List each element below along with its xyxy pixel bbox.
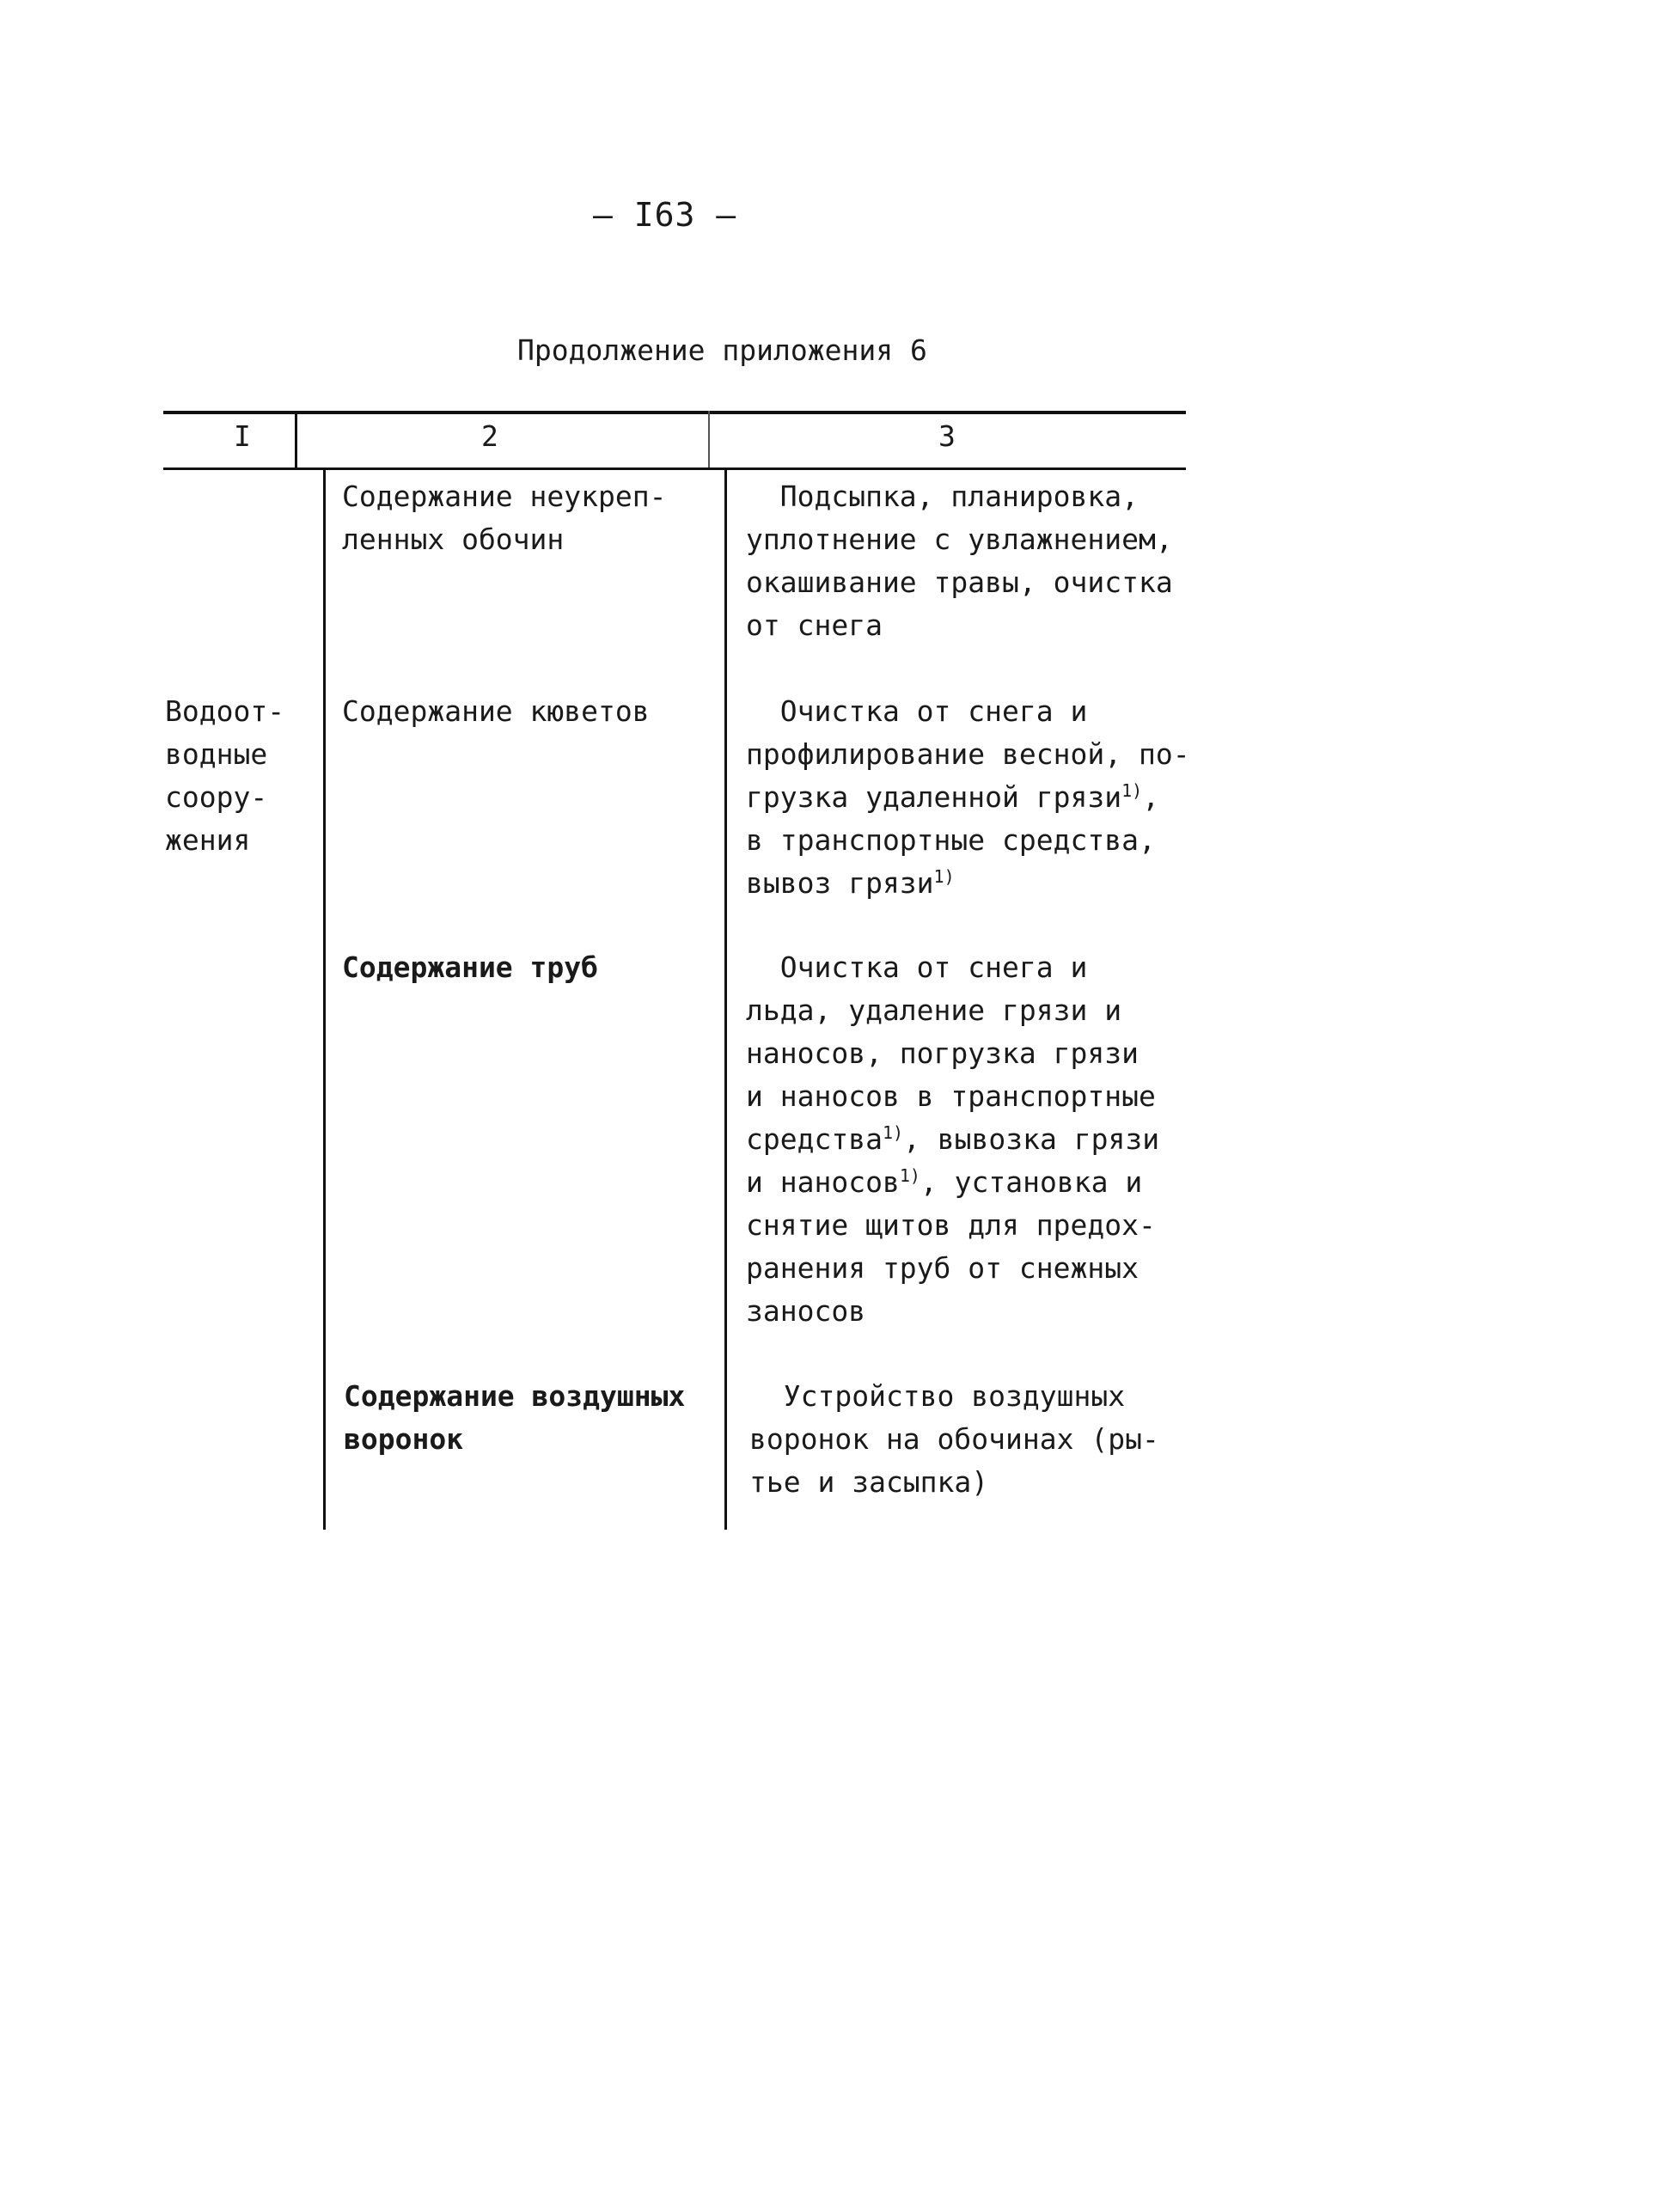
- row3-description-line: ранения труб от снежных: [746, 1251, 1139, 1285]
- row2-description-line: грузка удаленной грязи: [746, 780, 1122, 814]
- row3-description-line: , вывозка грязи: [903, 1122, 1160, 1156]
- table-caption: Продолжение приложения 6: [517, 333, 927, 367]
- group-label-line: соору-: [165, 780, 268, 814]
- row2-description-line: Очистка от снега и: [746, 694, 1088, 728]
- table-header-rule: [163, 467, 1186, 470]
- column-divider-2-body: [724, 470, 727, 1530]
- row1-description: [746, 475, 1173, 647]
- row3-description-line: льда, удаление грязи и: [746, 993, 1122, 1027]
- row2-description-line: в транспортные средства,: [746, 823, 1156, 857]
- row3-description-line: и наносов: [746, 1165, 900, 1199]
- row4-description-line: воронок на обочинах (ры-: [749, 1422, 1159, 1456]
- column-header-1: I: [234, 419, 251, 453]
- row1-item: [342, 475, 667, 561]
- footnote-mark: 1): [899, 1165, 920, 1186]
- row4-item-line: воронок: [344, 1422, 464, 1456]
- footnote-mark: 1): [882, 1122, 904, 1143]
- row3-description: [746, 946, 1159, 1333]
- row1-description-line: окашивание травы, очистка: [746, 565, 1173, 599]
- row4-item: [344, 1375, 685, 1461]
- row4-item-line: Содержание воздушных: [344, 1379, 686, 1413]
- row3-description-line: наносов, погрузка грязи: [746, 1036, 1139, 1070]
- row2-description: [746, 690, 1190, 905]
- row2-description-line: профилирование весной, по-: [746, 737, 1190, 771]
- footnote-mark: 1): [933, 866, 955, 887]
- row1-description-line: от снега: [746, 608, 883, 642]
- column-header-2: 2: [481, 419, 498, 453]
- column-header-3: 3: [938, 419, 956, 453]
- row1-item-line: ленных обочин: [342, 522, 565, 556]
- group-label-line: жения: [165, 823, 251, 857]
- table-top-rule: [163, 411, 1186, 414]
- row3-item: [342, 946, 598, 989]
- row1-description-line: Подсыпка, планировка,: [746, 480, 1139, 513]
- row3-description-line: заносов: [746, 1294, 866, 1328]
- row4-description-line: тье и засыпка): [749, 1465, 989, 1499]
- row2-item: [342, 690, 650, 733]
- row2-item-line: Содержание кюветов: [342, 694, 650, 728]
- footnote-mark: 1): [1121, 780, 1143, 801]
- row4-description-line: Устройство воздушных: [749, 1379, 1126, 1413]
- row3-description-line: , установка и: [920, 1165, 1143, 1199]
- row3-description-line: Очистка от снега и: [746, 950, 1088, 984]
- row3-description-line: и наносов в транспортные: [746, 1079, 1156, 1113]
- row1-description-line: уплотнение с увлажнением,: [746, 522, 1173, 556]
- row3-description-line: средства: [746, 1122, 883, 1156]
- group-label-line: водные: [165, 737, 268, 771]
- row3-item-line: Содержание труб: [342, 950, 599, 984]
- row2-description-line: ,: [1142, 780, 1160, 814]
- row4-description: [749, 1375, 1159, 1504]
- group-label: [165, 690, 284, 862]
- page-number: – I63 –: [593, 196, 737, 234]
- row3-description-line: снятие щитов для предох-: [746, 1208, 1156, 1242]
- row1-item-line: Содержание неукреп-: [342, 480, 667, 513]
- group-label-line: Водоот-: [165, 694, 285, 728]
- row2-description-line: вывоз грязи: [746, 866, 934, 900]
- column-divider-1: [295, 411, 297, 467]
- column-divider-1-body: [323, 470, 326, 1530]
- column-divider-2: [708, 411, 710, 467]
